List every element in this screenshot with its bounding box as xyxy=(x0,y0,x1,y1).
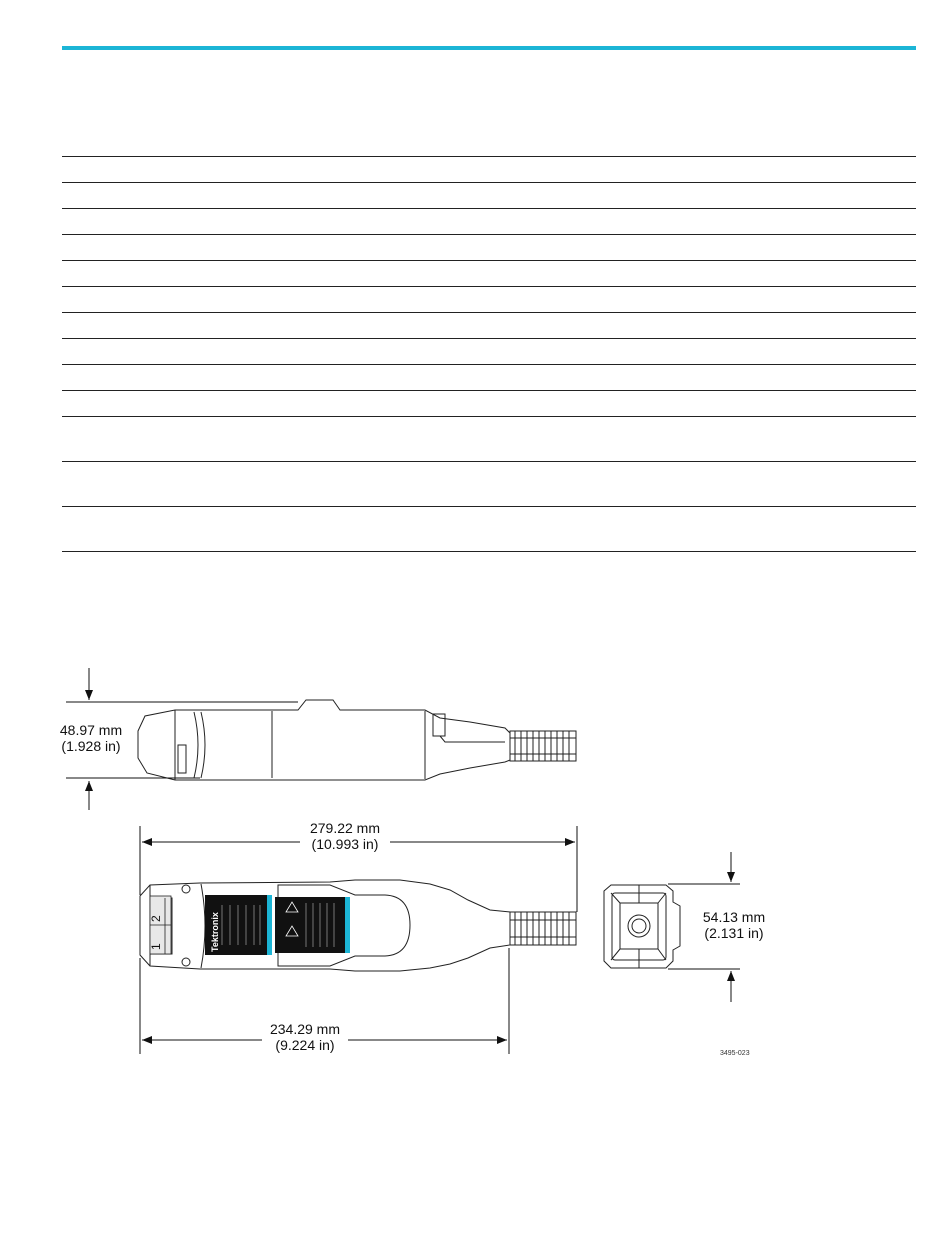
probe-end-view xyxy=(604,885,680,968)
height-mm: 48.97 mm xyxy=(59,722,123,738)
cable-strain-relief-side xyxy=(510,731,576,761)
width-mm: 54.13 mm xyxy=(702,909,766,925)
height-in: (1.928 in) xyxy=(61,738,121,754)
overall-length-mm: 279.22 mm xyxy=(309,820,381,836)
width-dimension-label xyxy=(700,909,768,941)
body-length-mm: 234.29 mm xyxy=(269,1021,341,1037)
warning-label xyxy=(275,897,350,953)
overall-length-dimension-label xyxy=(300,820,390,852)
body-length-dimension-label xyxy=(262,1021,348,1053)
probe-side-view xyxy=(138,700,510,780)
range-label-value-2: 2 xyxy=(149,915,163,922)
tektronix-logo: Tektronix xyxy=(210,912,220,952)
body-length-in: (9.224 in) xyxy=(275,1037,335,1053)
width-in: (2.131 in) xyxy=(704,925,764,941)
height-dimension-label xyxy=(59,722,123,754)
cable-strain-relief-top xyxy=(510,912,576,945)
overall-length-in: (10.993 in) xyxy=(311,836,379,852)
range-label-value-1: 1 xyxy=(149,943,163,950)
figure-number: 3495-023 xyxy=(720,1050,750,1057)
